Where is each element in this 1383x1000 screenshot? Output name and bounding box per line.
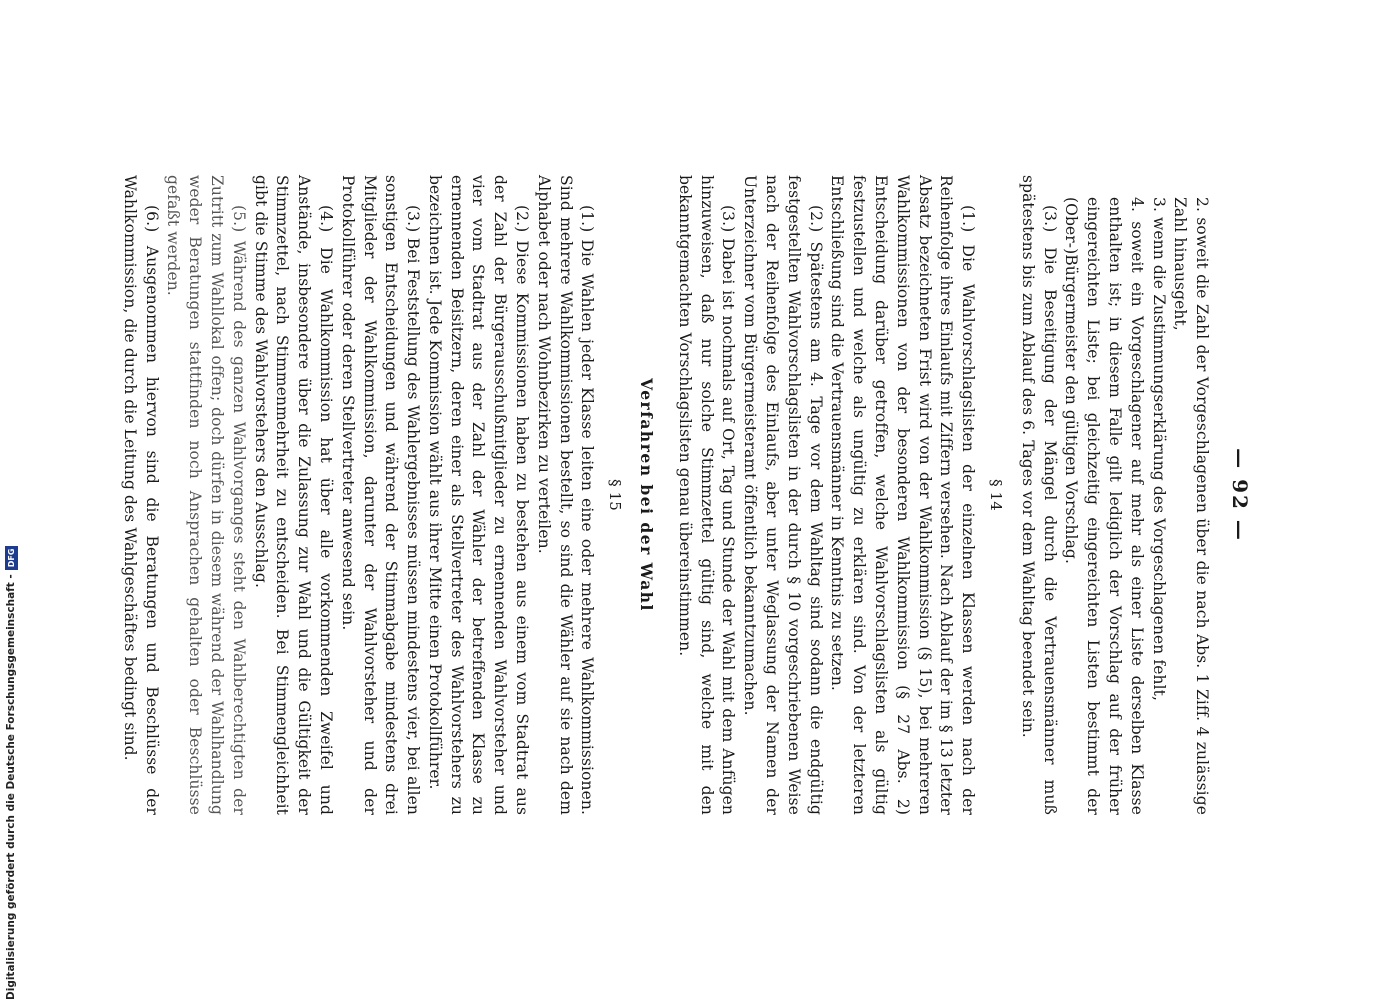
paragraph: (3.) Die Beseitigung der Mängel durch die Vertrauensmänner muß spätestens bis zum Ablauf des 6. Tages vor dem Wahltag beendet sein.: [1018, 175, 1059, 815]
paragraph: (2.) Diese Kommissionen haben zu bestehen aus einem vom Stadtrat aus der Zahl der Bürgerausschußmitglieder zu ernennenden Wahlvorsteher und vier vom Stadtrat aus der Zahl der Wähler der betreffenden Klasse zu ernennenden Beisitzern, deren einer als Stellvertreter des Wahlvorstehers zu bezeichnen ist. Jede Kommission wählt aus ihrer Mitte einen Protokollführer.: [425, 175, 532, 815]
rotated-page-content: [120, 175, 1250, 815]
paragraph: (4.) Die Wahlkommission hat über alle vorkommenden Zweifel und Anstände, insbesondere über die Zulassung zur Wahl und die Gültigkeit der Stimmzettel, nach Stimmenmehrheit zu entscheiden. Bei Stimmengleichheit gibt die Stimme des Wahlvorstehers den Ausschlag.: [251, 175, 335, 815]
paragraph-block-top: [1016, 175, 1212, 815]
paragraph: (3.) Bei Feststellung des Wahlergebnisses müssen mindestens vier, bei allen sonstigen Entscheidungen und während der Stimmabgabe mindestens drei Mitglieder der Wahlkommission, darunter der Wahlvorsteher und der Protokollführer oder deren Stellvertreter anwesend sein.: [338, 175, 423, 815]
text-column: [118, 175, 1250, 815]
section-14-heading: § 14: [987, 479, 1006, 511]
digitization-footer: [4, 548, 18, 1000]
paragraph: (2.) Spätestens am 4. Tage vor dem Wahltag sind sodann die endgültig festgestellten Wahlvorschlagslisten in der durch § 10 vorgeschriebenen Weise nach der Reihenfolge des Einlaufs, aber unter Weglassung der Namen der Unterzeichner vom Bürgermeisteramt öffentlich bekanntzumachen.: [741, 175, 825, 815]
page-number: — 92 —: [1228, 448, 1252, 542]
paragraph: 3. wenn die Zustimmungserklärung des Vorgeschlagenen fehlt,: [1149, 197, 1168, 702]
paragraph-block-section-15: [118, 175, 598, 815]
paragraph: (6.) Ausgenommen hiervon sind die Beratungen und Beschlüsse der Wahlkommission, die durch die Leitung des Wahlgeschäftes bedingt sind.: [120, 175, 161, 815]
paragraph-block-section-14: [673, 175, 978, 815]
chapter-heading: Verfahren bei der Wahl: [637, 378, 657, 612]
footer-text: Digitalisierung gefördert durch die Deutsche Forschungsgemeinschaft -: [5, 574, 17, 1000]
paragraph: 4. soweit ein Vorgeschlagener auf mehr als einer Liste derselben Klasse enthalten ist; in diesem Falle gilt lediglich der Vorschlag auf der früher eingereichten Liste; bei gleichzeitig eingereichten Listen bestimmt der (Ober-)Bürgermeister den gültigen Vorschlag.: [1062, 197, 1146, 815]
dfg-logo: DFG: [5, 546, 18, 571]
paragraph: (1.) Die Wahlvorschlagslisten der einzelnen Klassen werden nach der Reihenfolge ihres Einlaufs mit Ziffern versehen. Nach Ablauf der im § 13 letzter Absatz bezeichneten Frist wird von der Wahlkommission (§ 15), bei mehreren Wahlkommissionen von der besonderen Wahlkommission (§ 27 Abs. 2) Entscheidung darüber getroffen, welche Wahlvorschlagslisten als gültig festzustellen und welche als ungültig zu erklären sind. Von der letzteren Entschließung sind die Vertrauensmänner in Kenntnis zu setzen.: [828, 175, 978, 815]
paragraph: (1.) Die Wahlen jeder Klasse leiten eine oder mehrere Wahlkommissionen. Sind mehrere Wahlkommissionen bestellt, so sind die Wähler auf sie nach dem Alphabet oder nach Wohnbezirken zu verteilen.: [534, 175, 597, 815]
paragraph: (3.) Dabei ist nochmals auf Ort, Tag und Stunde der Wahl mit dem Anfügen hinzuweisen, daß nur solche Stimmzettel gültig sind, welche mit den bekanntgemachten Vorschlagslisten genau übereinstimmen.: [675, 175, 738, 815]
section-15-heading: § 15: [606, 479, 625, 511]
paragraph: (5.) Während des ganzen Wahlvorganges steht den Wahlberechtigten der Zutritt zum Wahllokal offen; doch dürfen in diesem während der Wahlhandlung weder Beratungen stattfinden noch Ansprachen gehalten oder Beschlüsse gefaßt werden.: [164, 175, 248, 815]
paragraph: 2. soweit die Zahl der Vorgeschlagenen über die nach Abs. 1 Ziff. 4 zulässige Zahl hinausgeht,: [1171, 197, 1212, 815]
